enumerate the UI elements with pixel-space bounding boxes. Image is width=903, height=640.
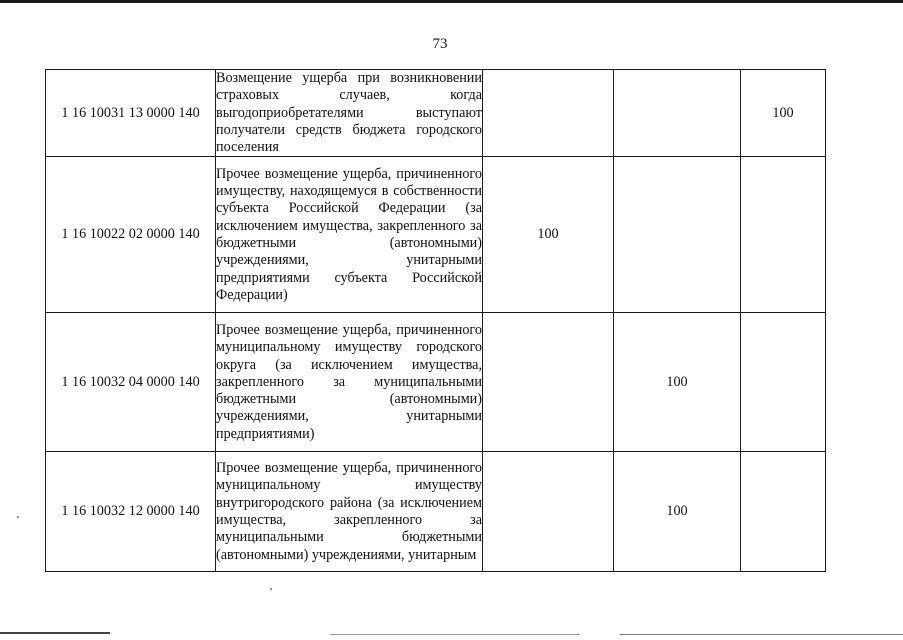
value-cell-col4: 100 xyxy=(614,313,741,452)
budget-classification-table xyxy=(45,69,826,572)
value-cell-col4 xyxy=(614,157,741,313)
value-cell-col5: 100 xyxy=(741,70,826,157)
revenue-name-cell: Возмещение ущерба при возникновении страховых случаев, когда выгодоприобретателями выступают получатели средств бюджета городского поселения xyxy=(216,70,482,156)
scan-edge-mark xyxy=(0,632,110,634)
table-row xyxy=(46,313,826,452)
revenue-code-cell: 1 16 10032 12 0000 140 xyxy=(46,452,216,572)
scan-speck xyxy=(270,588,272,590)
revenue-name-cell: Прочее возмещение ущерба, причиненного имуществу, находящемуся в собственности субъекта Российской Федерации (за исключением имущества, закрепленного за бюджетными (автономными) учреждениями, унитарными предприятиями субъекта Российской Федерации) xyxy=(216,157,483,313)
revenue-code-cell: 1 16 10032 04 0000 140 xyxy=(46,313,216,452)
value-cell-col4 xyxy=(614,70,741,157)
table-row xyxy=(46,157,826,313)
revenue-code-cell: 1 16 10031 13 0000 140 xyxy=(46,70,216,157)
value-cell-col3 xyxy=(483,70,614,157)
top-border-line xyxy=(0,0,903,3)
value-cell-col3: 100 xyxy=(483,157,614,313)
value-cell-col5 xyxy=(741,157,826,313)
scan-speck xyxy=(17,516,19,518)
revenue-name-cell: Прочее возмещение ущерба, причиненного муниципальному имуществу городского округа (за исключением имущества, закрепленного за муниципальными бюджетными (автономными) учреждениями, унитарными предприятиями) xyxy=(216,313,483,452)
scan-edge-mark xyxy=(620,634,903,635)
value-cell-col3 xyxy=(483,452,614,572)
value-cell-col5 xyxy=(741,452,826,572)
value-cell-col5 xyxy=(741,313,826,452)
scan-edge-mark xyxy=(330,634,580,635)
page-number: 73 xyxy=(432,36,448,52)
table-row xyxy=(46,70,826,157)
value-cell-col4: 100 xyxy=(614,452,741,572)
table-row xyxy=(46,452,826,572)
revenue-code-cell: 1 16 10022 02 0000 140 xyxy=(46,157,216,313)
revenue-name-cell: Прочее возмещение ущерба, причиненного муниципальному имуществу внутригородского района (за исключением имущества, закрепленного за муниципальными бюджетными (автономными) учреждениями, унитарным xyxy=(216,452,483,572)
value-cell-col3 xyxy=(483,313,614,452)
